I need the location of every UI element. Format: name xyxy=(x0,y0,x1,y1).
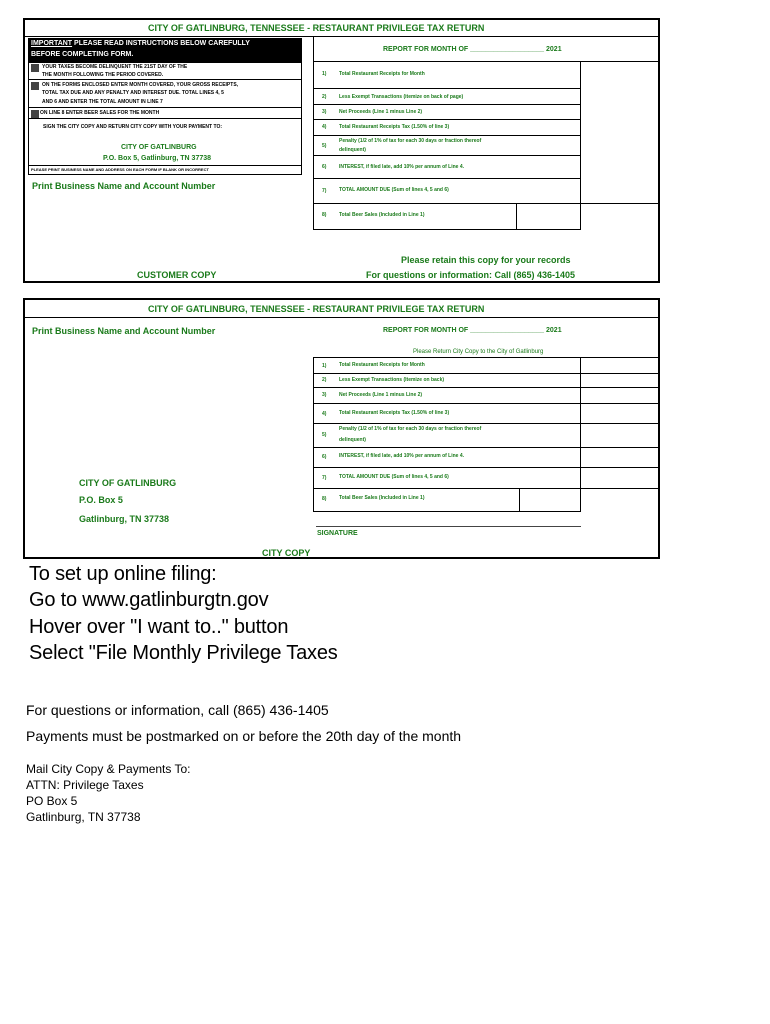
info-questions: For questions or information, call (865) 436-1405 xyxy=(26,702,329,718)
customer-line-1: Total Restaurant Receipts for Month xyxy=(339,71,425,77)
form-title: CITY OF GATLINBURG, TENNESSEE - RESTAURANT PRIVILEGE TAX RETURN xyxy=(148,23,485,33)
online-line-4: Select "File Monthly Privilege Taxes xyxy=(29,642,338,664)
city-line-7: TOTAL AMOUNT DUE (Sum of lines 4, 5 and 6) xyxy=(339,474,449,480)
signature-line[interactable] xyxy=(316,526,581,527)
customer-line-3: Net Proceeds (Line 1 minus Line 2) xyxy=(339,109,423,115)
city-address-1: CITY OF GATLINBURG xyxy=(79,478,177,488)
retain-note: Please retain this copy for your records xyxy=(401,255,571,265)
checkbox-2[interactable] xyxy=(31,82,39,90)
city-form-title: CITY OF GATLINBURG, TENNESSEE - RESTAURANT PRIVILEGE TAX RETURN xyxy=(148,304,485,314)
important-text: IMPORTANT PLEASE READ INSTRUCTIONS BELOW CAREFULLY xyxy=(31,40,250,47)
customer-report-month: REPORT FOR MONTH OF ___________________ 2021 xyxy=(383,46,562,53)
info-payments: Payments must be postmarked on or before the 20th day of the month xyxy=(26,728,462,744)
customer-line-8: Total Beer Sales (Included in Line 1) xyxy=(339,212,425,218)
customer-line-5: Penalty (1/2 of 1% of tax for each 30 days or fraction thereof xyxy=(339,138,482,144)
city-line-6: INTEREST, if filed late, add 10% per annum of Line 4. xyxy=(339,453,465,459)
customer-line-4: Total Restaurant Receipts Tax (1.50% of line 3) xyxy=(339,124,450,130)
customer-copy-label: CUSTOMER COPY xyxy=(137,270,217,280)
mail-line-2: ATTN: Privilege Taxes xyxy=(26,778,144,792)
online-line-1: To set up online filing: xyxy=(29,563,217,585)
mail-line-4: Gatlinburg, TN 37738 xyxy=(26,810,141,824)
customer-business-label: Print Business Name and Account Number xyxy=(32,181,216,191)
checkbox-1[interactable] xyxy=(31,64,39,72)
checkbox-3[interactable] xyxy=(31,110,39,118)
important-label: IMPORTANT xyxy=(31,40,73,47)
online-line-2: Go to www.gatlinburgtn.gov xyxy=(29,589,269,611)
city-report-month: REPORT FOR MONTH OF ___________________ 2021 xyxy=(383,327,562,334)
signature-label: SIGNATURE xyxy=(317,530,358,537)
customer-line-6: INTEREST, if filed late, add 10% per annum of Line 4. xyxy=(339,164,465,170)
mail-line-3: PO Box 5 xyxy=(26,794,78,808)
city-line-4: Total Restaurant Receipts Tax (1.50% of line 3) xyxy=(339,410,450,416)
questions-note: For questions or information: Call (865) 436-1405 xyxy=(366,270,576,280)
city-line-1: Total Restaurant Receipts for Month xyxy=(339,362,425,368)
customer-address-2: P.O. Box 5, Gatlinburg, TN 37738 xyxy=(103,155,212,162)
mail-line-1: Mail City Copy & Payments To: xyxy=(26,762,191,776)
city-line-5: Penalty (1/2 of 1% of tax for each 30 days or fraction thereof xyxy=(339,426,482,432)
online-line-3: Hover over "I want to.." button xyxy=(29,616,289,638)
city-address-2: P.O. Box 5 xyxy=(79,495,123,505)
return-note: Please Return City Copy to the City of Gatlinburg xyxy=(413,349,544,355)
city-line-2: Less Exempt Transactions (Itemize on back) xyxy=(339,377,445,383)
city-line-3: Net Proceeds (Line 1 minus Line 2) xyxy=(339,392,423,398)
important-line2: BEFORE COMPLETING FORM. xyxy=(31,51,134,58)
city-copy-label: CITY COPY xyxy=(262,548,311,558)
city-line-8: Total Beer Sales (Included in Line 1) xyxy=(339,495,425,501)
customer-address-1: CITY OF GATLINBURG xyxy=(121,144,197,151)
customer-line-7: TOTAL AMOUNT DUE (Sum of lines 4, 5 and 6) xyxy=(339,187,449,193)
print-note: PLEASE PRINT BUSINESS NAME AND ADDRESS ON EACH FORM IF BLANK OR INCORRECT xyxy=(31,167,209,172)
city-address-3: Gatlinburg, TN 37738 xyxy=(79,514,170,524)
city-business-label: Print Business Name and Account Number xyxy=(32,326,216,336)
customer-line-2: Less Exempt Transactions (itemize on back of page) xyxy=(339,94,464,100)
